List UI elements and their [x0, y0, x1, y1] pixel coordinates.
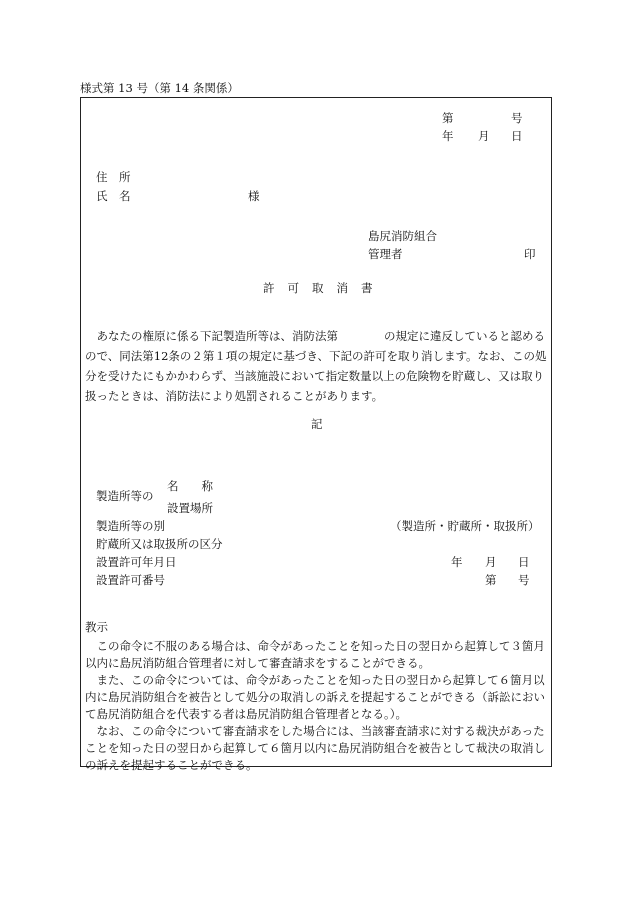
document-number-prefix: 第 [442, 111, 454, 125]
notice-paragraph-2: また、この命令については、命令があったことを知った日の翌日から起算して６箇月以内に島尻消防組合を被告として処分の取消しの訴えを提起することができる（訴訟において島尻消防組合を代表する者は島尻消防組合管理者となる。）。 [85, 673, 545, 721]
issuer-seal: 印 [524, 247, 536, 261]
date-year: 年 [442, 129, 454, 143]
notice-paragraph-1: この命令に不服のある場合は、命令があったことを知った日の翌日から起算して３箇月以内に島尻消防組合管理者に対して審査請求をすることができる。 [85, 639, 545, 670]
ki-heading: 記 [311, 417, 323, 431]
permit-number-prefix: 第 [485, 573, 497, 587]
facility-location-label: 設置場所 [167, 501, 213, 515]
issuer-admin-label: 管理者 [368, 247, 403, 261]
notice-heading: 教示 [85, 620, 108, 634]
facility-type-label: 製造所等の別 [96, 519, 165, 533]
form-number-label: 様式第 13 号（第 14 条関係） [80, 81, 239, 95]
body-text: あなたの権原に係る下記製造所等は、消防法第 の規定に違反していると認めるので、同法第12条の２第１項の規定に基づき、下記の許可を取り消します。なお、この処分を受けたにもかかわらず、当該施設において指定数量以上の危険物を貯蔵し、又は取り扱ったときは、消防法により処罰されることがあります。 [85, 329, 547, 403]
permit-date-day: 日 [518, 555, 530, 569]
recipient-address-label: 住 所 [96, 170, 131, 184]
facility-label: 製造所等の [96, 489, 154, 503]
recipient-name-label: 氏 名 [96, 189, 131, 203]
facility-type-options: （製造所・貯蔵所・取扱所） [390, 519, 540, 533]
permit-number-label: 設置許可番号 [96, 573, 165, 587]
facility-category-label: 貯蔵所又は取扱所の区分 [96, 537, 223, 551]
date-month: 月 [478, 129, 490, 143]
permit-number-suffix: 号 [518, 573, 530, 587]
facility-name-label: 名 称 [167, 479, 213, 493]
notice-paragraph-3: なお、この命令について審査請求をした場合には、当該審査請求に対する裁決があったことを知った日の翌日から起算して６箇月以内に島尻消防組合を被告として裁決の取消しの訴えを提起することができる。 [85, 724, 545, 772]
permit-date-label: 設置許可年月日 [96, 555, 177, 569]
document-number-suffix: 号 [511, 111, 523, 125]
recipient-honorific: 様 [248, 189, 260, 203]
permit-date-month: 月 [485, 555, 497, 569]
permit-date-year: 年 [451, 555, 463, 569]
date-day: 日 [511, 129, 523, 143]
issuer-organization: 島尻消防組合 [368, 229, 437, 243]
page-title: 許可取消書 [263, 281, 386, 295]
